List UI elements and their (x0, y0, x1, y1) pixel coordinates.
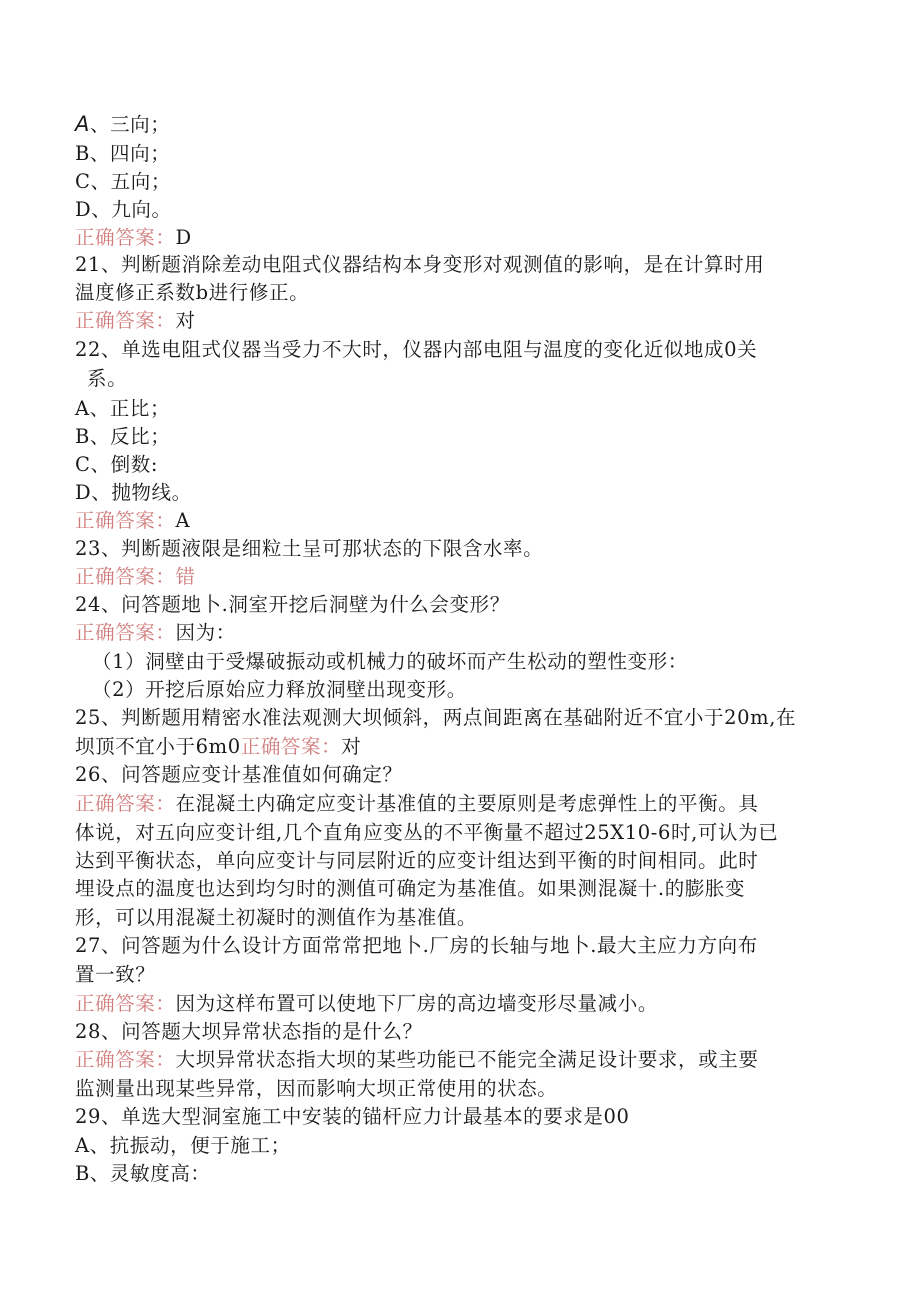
answer-line (75, 307, 196, 335)
answer-label: 正确答案： (75, 792, 176, 815)
answer-line (75, 619, 236, 647)
answer-label: 正确答案： (75, 621, 176, 644)
answer-label: 正确答案： (75, 226, 176, 249)
question-line: 28、问答题大坝异常状态指的是什么？ (75, 1020, 423, 1043)
question-line: 24、问答题地卜.洞室开挖后洞壁为什么会变形？ (75, 593, 510, 616)
question-line (75, 733, 361, 761)
option-line: A、抗振动，便于施工； (75, 1134, 291, 1157)
answer-line (75, 563, 196, 591)
answer-label: 正确答案： (240, 735, 342, 758)
answer-detail-line: 达到平衡状态，单向应变计与同层附近的应变计组达到平衡的时间相同。此时 (75, 849, 759, 872)
answer-line (75, 990, 658, 1018)
option-letter: A (75, 112, 90, 136)
option-line: B、四向； (75, 142, 171, 165)
question-line: 29、单选大型洞室施工中安装的锚杆应力计最基本的要求是00 (75, 1105, 630, 1128)
option-line: C、五向； (75, 170, 171, 193)
option-line: B、反比； (75, 425, 171, 448)
question-line: 系。 (87, 367, 128, 390)
question-line: 23、判断题液限是细粒土呈可那状态的下限含水率。 (75, 537, 544, 560)
answer-line (75, 507, 190, 535)
answer-detail-line: 监测量出现某些异常，因而影响大坝正常使用的状态。 (75, 1077, 558, 1100)
answer-detail-line: （1）洞壁由于受爆破振动或机械力的破坏而产生松动的塑性变形： (92, 650, 688, 673)
option-line: D、抛物线。 (75, 481, 192, 504)
answer-line (75, 790, 758, 818)
answer-text: 在混凝土内确定应变计基准值的主要原则是考虑弹性上的平衡。具 (175, 792, 759, 815)
question-text: 坝顶不宜小于6m0 (75, 735, 241, 758)
question-line: 22、单选电阻式仪器当受力不大时，仪器内部电阻与温度的变化近似地成0关 (75, 338, 758, 361)
option-line: B、灵敏度高： (75, 1162, 211, 1185)
answer-label: 正确答案： (75, 992, 176, 1015)
answer-text: 大坝异常状态指大坝的某些功能已不能完全满足设计要求，或主要 (175, 1048, 759, 1071)
answer-detail-line: （2）开挖后原始应力释放洞壁出现变形。 (92, 678, 467, 701)
answer-text: 因为： (175, 621, 236, 644)
option-line: D、九向。 (75, 198, 172, 221)
answer-label: 正确答案： (75, 565, 176, 588)
option-line: C、倒数: (75, 453, 158, 476)
question-line: 置一致？ (75, 963, 156, 986)
option-line (75, 110, 170, 139)
question-line: 21、判断题消除差动电阻式仪器结构本身变形对观测值的影响，是在计算时用 (75, 253, 765, 276)
answer-line (75, 1046, 758, 1074)
answer-line (75, 224, 192, 252)
answer-text: A (175, 509, 191, 532)
answer-label: 正确答案： (75, 1048, 176, 1071)
question-line: 25、判断题用精密水准法观测大坝倾斜，两点间距离在基础附近不宜小于20m,在 (75, 706, 797, 729)
answer-detail-line: 体说，对五向应变计组,几个直角应变丛的不平衡量不超过25X10-6时,可认为已 (75, 821, 779, 844)
answer-label: 正确答案： (75, 509, 176, 532)
answer-text: 对 (341, 735, 362, 758)
answer-text: D (175, 226, 192, 249)
answer-text: 因为这样布置可以使地下厂房的高边墙变形尽量减小。 (175, 992, 658, 1015)
question-line: 27、问答题为什么设计方面常常把地卜.厂房的长轴与地卜.最大主应力方向布 (75, 934, 758, 957)
question-line: 温度修正系数b进行修正。 (75, 281, 310, 304)
question-line: 26、问答题应变计基准值如何确定？ (75, 763, 403, 786)
option-line: A、正比； (75, 397, 171, 420)
answer-text: 对 (175, 309, 196, 332)
answer-text: 错 (175, 565, 196, 588)
answer-detail-line: 形，可以用混凝土初凝时的测值作为基准值。 (75, 906, 478, 929)
answer-label: 正确答案： (75, 309, 176, 332)
option-text: 、三向； (89, 113, 171, 136)
answer-detail-line: 埋设点的温度也达到均匀时的测值可确定为基准值。如果测混凝十.的膨胀变 (75, 877, 746, 900)
